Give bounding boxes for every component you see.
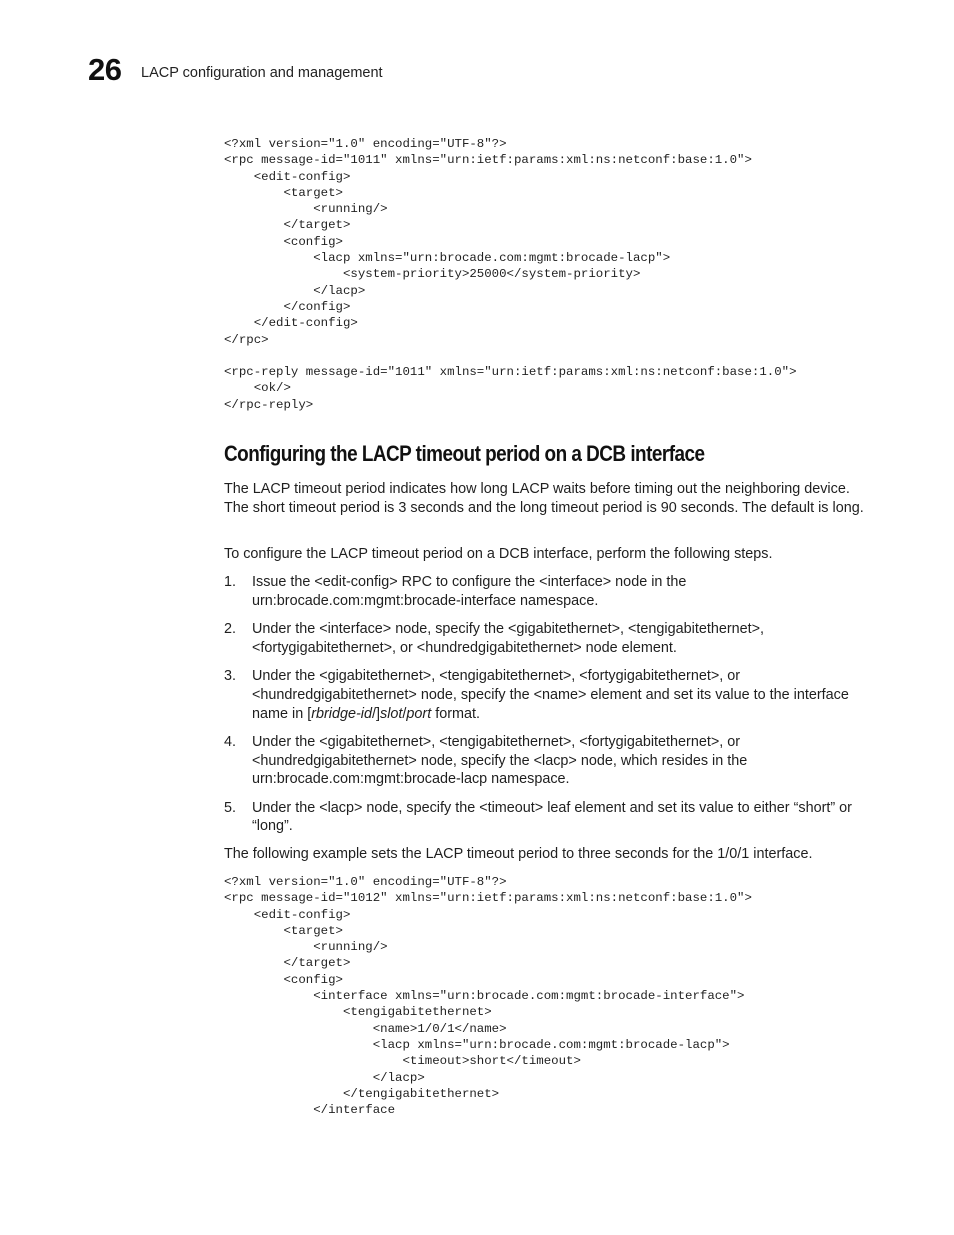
step-item [224, 733, 884, 789]
lead-in-paragraph: To configure the LACP timeout period on a DCB interface, perform the following steps. [224, 546, 773, 562]
step-text: Under the <interface> node, specify the <gigabitethernet>, <tengigabitethernet>, <fortygigabitethernet>, or <hundredgigabitethernet> node element. [252, 620, 765, 656]
step-number: 3. [224, 667, 237, 684]
steps-list [224, 573, 884, 846]
chapter-title: LACP configuration and management [141, 65, 383, 81]
step-number: 2. [224, 620, 237, 637]
intro-paragraph: The LACP timeout period indicates how long LACP waits before timing out the neighboring device. The short timeout period is 3 seconds and the long timeout period is 90 seconds. The default is long. [224, 481, 864, 516]
step-item [224, 573, 884, 611]
step-text-italic: port [406, 705, 432, 722]
step-item [224, 667, 884, 723]
step-text: Under the <gigabitethernet>, <tengigabitethernet>, <fortygigabitethernet>, or <hundredgigabitethernet> node, specify the <lacp> node, which resides in the urn:brocade.com:mgmt:brocade-lacp namespace. [252, 733, 748, 788]
step-text-part: /] [372, 705, 380, 722]
example-intro-paragraph: The following example sets the LACP timeout period to three seconds for the 1/0/1 interface. [224, 846, 813, 862]
step-number: 5. [224, 799, 237, 816]
step-text-italic: rbridge-id [311, 705, 372, 722]
step-text: Under the <lacp> node, specify the <timeout> leaf element and set its value to either “short” or “long”. [252, 799, 852, 835]
step-item [224, 799, 884, 837]
step-number: 4. [224, 733, 237, 750]
step-number: 1. [224, 574, 237, 590]
step-text-part: format. [431, 705, 480, 722]
section-heading: Configuring the LACP timeout period on a DCB interface [224, 441, 705, 466]
step-text-part: / [402, 705, 407, 722]
step-text: Issue the <edit-config> RPC to configure the <interface> node in the urn:brocade.com:mgmt:brocade-interface namespace. [252, 574, 687, 609]
chapter-number: 26 [88, 52, 122, 87]
step-item [224, 620, 884, 658]
code-block-timeout: <?xml version="1.0" encoding="UTF-8"?> <rpc message-id="1012" xmlns="urn:ietf:params:xml:ns:netconf:base:1.0"> <edit-config> <target> <running/> </target> <config> <interface xmlns="urn:brocade.com:mgmt:brocade-interface"> <tengigabitethernet> <name>1/0/1</name> <lacp xmlns="urn:brocade.com:mgmt:brocade-lacp"> <timeout>short</timeout> </lacp> </tengigabitethernet> </interface [224, 875, 752, 1118]
step-text-part: Under the <gigabitethernet>, <tengigabitethernet>, <fortygigabitethernet>, or <hundredgigabitethernet> node, specify the <name> element and set its value to the interface name in [ [252, 667, 849, 722]
code-block-system-priority: <?xml version="1.0" encoding="UTF-8"?> <rpc message-id="1011" xmlns="urn:ietf:params:xml:ns:netconf:base:1.0"> <edit-config> <target> <running/> </target> <config> <lacp xmlns="urn:brocade.com:mgmt:brocade-lacp"> <system-priority>25000</system-priority> </lacp> </config> </edit-config> </rpc> <rpc-reply message-id="1011" xmlns="urn:ietf:params:xml:ns:netconf:base:1.0"> <ok/> </rpc-reply> [224, 137, 797, 412]
step-text-italic: slot [380, 705, 403, 722]
